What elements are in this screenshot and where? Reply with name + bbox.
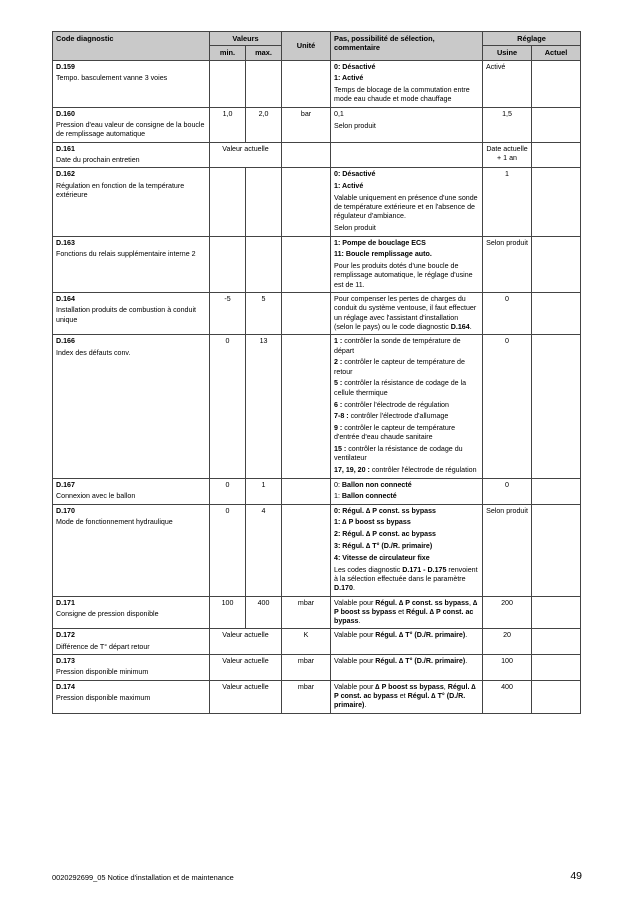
selection-option bbox=[334, 507, 479, 516]
option-text: Pour les produits dotés d'une boucle de remplissage automatique, le réglage d'usine est de 11. bbox=[334, 262, 473, 289]
option-text: . bbox=[358, 617, 361, 626]
factory-setting-cell: 0 bbox=[483, 335, 532, 478]
current-value-cell: Valeur actuelle bbox=[210, 680, 282, 713]
selection-cell bbox=[331, 504, 483, 596]
selection-option bbox=[334, 250, 479, 259]
code-cell bbox=[53, 168, 210, 236]
selection-option bbox=[334, 86, 479, 105]
header-usine: Usine bbox=[483, 46, 532, 60]
max-cell bbox=[246, 168, 282, 236]
table-row bbox=[53, 142, 581, 168]
table-row bbox=[53, 478, 581, 504]
current-setting-cell bbox=[532, 60, 581, 107]
option-text: 5 : bbox=[334, 379, 343, 388]
header-valeurs: Valeurs bbox=[210, 32, 282, 46]
option-text: Régul. ∆ T° (D./R. primaire) bbox=[334, 691, 466, 710]
option-text: 0: bbox=[334, 480, 342, 489]
option-text: Ballon connecté bbox=[341, 492, 397, 501]
option-text: Valable pour bbox=[334, 657, 376, 666]
selection-option bbox=[334, 492, 479, 501]
diagnostic-description: Pression disponible minimum bbox=[56, 668, 149, 677]
selection-option bbox=[334, 466, 479, 475]
unit-cell: mbar bbox=[282, 655, 331, 681]
table-header bbox=[53, 32, 581, 61]
option-text: 0,1 bbox=[334, 109, 344, 118]
option-text: contrôler la résistance de codage du ventilateur bbox=[334, 445, 463, 463]
current-setting-cell bbox=[532, 478, 581, 504]
option-text: Régul. ∆ P const. ac bypass bbox=[334, 682, 476, 700]
option-text: 1: Activé bbox=[334, 182, 364, 191]
option-text: 15 : bbox=[334, 445, 347, 454]
option-text: Valable pour bbox=[334, 598, 376, 607]
option-text: contrôler le capteur de température d'entrée d'eau chaude sanitaire bbox=[334, 424, 456, 442]
current-setting-cell bbox=[532, 655, 581, 681]
option-text: D.171 - D.175 bbox=[402, 565, 447, 574]
current-value-cell: Valeur actuelle bbox=[210, 142, 282, 168]
selection-option bbox=[334, 530, 479, 539]
header-max: max. bbox=[246, 46, 282, 60]
selection-option bbox=[334, 194, 479, 222]
code-cell bbox=[53, 504, 210, 596]
selection-option bbox=[334, 74, 479, 83]
selection-cell bbox=[331, 596, 483, 629]
current-setting-cell bbox=[532, 107, 581, 142]
option-text: D.170 bbox=[334, 584, 353, 593]
unit-cell: mbar bbox=[282, 680, 331, 713]
option-text: Pour compenser les pertes de charges du conduit du système ventouse, il faut effectuer un réglage avec l'assistant d'installation (selon le pays) ou le code diagnostic bbox=[334, 295, 477, 331]
option-text: 1: bbox=[334, 492, 342, 501]
diagnostic-code: D.170 bbox=[56, 506, 75, 515]
table-row bbox=[53, 504, 581, 596]
selection-cell bbox=[331, 236, 483, 292]
diagnostic-code: D.166 bbox=[56, 337, 75, 346]
diagnostic-description: Fonctions du relais supplémentaire interne 2 bbox=[56, 249, 196, 258]
option-text: Valable pour bbox=[334, 631, 376, 640]
max-cell: 2,0 bbox=[246, 107, 282, 142]
table-body bbox=[53, 60, 581, 713]
selection-option bbox=[334, 599, 479, 627]
diagnostic-code: D.163 bbox=[56, 238, 75, 247]
option-text: . bbox=[465, 631, 468, 640]
option-text: ∆ P boost ss bypass bbox=[375, 682, 444, 691]
selection-cell bbox=[331, 60, 483, 107]
option-text: Temps de blocage de la commutation entre mode eau chaude et mode chauffage bbox=[334, 86, 470, 104]
diagnostic-description: Consigne de pression disponible bbox=[56, 609, 159, 618]
selection-option bbox=[334, 683, 479, 711]
max-cell: 400 bbox=[246, 596, 282, 629]
option-text: 1: ∆ P boost ss bypass bbox=[334, 518, 411, 527]
page-number: 49 bbox=[570, 870, 582, 882]
selection-option bbox=[334, 379, 479, 398]
selection-cell bbox=[331, 168, 483, 236]
option-text: Selon produit bbox=[334, 121, 376, 130]
option-text: renvoient à la sélection effectuée dans le paramètre bbox=[334, 565, 478, 583]
option-text: . bbox=[352, 584, 355, 593]
selection-cell bbox=[331, 335, 483, 478]
selection-option bbox=[334, 122, 479, 131]
table-row bbox=[53, 168, 581, 236]
selection-option bbox=[334, 401, 479, 410]
option-text: , bbox=[469, 598, 473, 607]
option-text: 1: Activé bbox=[334, 74, 364, 83]
selection-option bbox=[334, 170, 479, 179]
code-cell bbox=[53, 293, 210, 335]
option-text: contrôler l'électrode d'allumage bbox=[348, 412, 449, 421]
min-cell bbox=[210, 60, 246, 107]
selection-cell bbox=[331, 655, 483, 681]
max-cell: 4 bbox=[246, 504, 282, 596]
selection-option bbox=[334, 358, 479, 377]
option-text: et bbox=[396, 607, 407, 616]
option-text: contrôler la sonde de température de départ bbox=[334, 337, 461, 355]
unit-cell: bar bbox=[282, 107, 331, 142]
selection-option bbox=[334, 631, 479, 640]
selection-option bbox=[334, 657, 479, 666]
selection-cell bbox=[331, 478, 483, 504]
option-text: , bbox=[443, 682, 448, 691]
diagnostic-code: D.162 bbox=[56, 170, 75, 179]
selection-option bbox=[334, 566, 479, 594]
unit-cell bbox=[282, 168, 331, 236]
selection-cell bbox=[331, 629, 483, 655]
diagnostic-code: D.172 bbox=[56, 631, 75, 640]
unit-cell bbox=[282, 142, 331, 168]
option-text: Régul. ∆ P const. ss bypass bbox=[375, 598, 469, 607]
option-text: 1: Pompe de bouclage ECS bbox=[334, 238, 426, 247]
option-text: ∆ P boost ss bypass bbox=[334, 598, 478, 616]
option-text: contrôler l'électrode de régulation bbox=[342, 400, 449, 409]
option-text: 3: Régul. ∆ T° (D./R. primaire) bbox=[334, 542, 433, 551]
option-text: . bbox=[364, 701, 367, 710]
factory-setting-cell: 20 bbox=[483, 629, 532, 655]
header-actuel: Actuel bbox=[532, 46, 581, 60]
current-setting-cell bbox=[532, 168, 581, 236]
min-cell: 100 bbox=[210, 596, 246, 629]
selection-option bbox=[334, 412, 479, 421]
header-reglage: Réglage bbox=[483, 32, 581, 46]
current-setting-cell bbox=[532, 680, 581, 713]
option-text: 2 : bbox=[334, 358, 343, 367]
diagnostic-description: Tempo. basculement vanne 3 voies bbox=[56, 73, 168, 82]
diagnostic-description: Pression disponible maximum bbox=[56, 693, 151, 702]
unit-cell bbox=[282, 504, 331, 596]
selection-option bbox=[334, 295, 479, 332]
factory-setting-cell: Selon produit bbox=[483, 236, 532, 292]
table-row bbox=[53, 629, 581, 655]
factory-setting-cell: Activé bbox=[483, 60, 532, 107]
selection-option bbox=[334, 424, 479, 443]
header-unite: Unité bbox=[282, 32, 331, 61]
selection-option bbox=[334, 518, 479, 527]
current-setting-cell bbox=[532, 504, 581, 596]
option-text: . bbox=[469, 322, 472, 331]
option-text: Régul. ∆ T° (D./R. primaire) bbox=[375, 631, 466, 640]
selection-cell bbox=[331, 680, 483, 713]
diagnostic-description: Différence de T° départ retour bbox=[56, 642, 150, 651]
selection-option bbox=[334, 63, 479, 72]
diagnostic-description: Index des défauts conv. bbox=[56, 348, 131, 357]
diagnostic-code: D.159 bbox=[56, 62, 75, 71]
max-cell: 13 bbox=[246, 335, 282, 478]
option-text: 0: Désactivé bbox=[334, 62, 376, 71]
table-row bbox=[53, 293, 581, 335]
selection-cell bbox=[331, 107, 483, 142]
option-text: 11: Boucle remplissage auto. bbox=[334, 250, 432, 259]
selection-option bbox=[334, 239, 479, 248]
option-text: 0: Désactivé bbox=[334, 170, 376, 179]
max-cell: 5 bbox=[246, 293, 282, 335]
selection-option bbox=[334, 110, 479, 119]
diagnostic-description: Pression d'eau valeur de consigne de la boucle de remplissage automatique bbox=[56, 121, 205, 139]
option-text: 7-8 : bbox=[334, 412, 349, 421]
factory-setting-cell: 100 bbox=[483, 655, 532, 681]
diagnostic-table bbox=[52, 31, 581, 714]
current-setting-cell bbox=[532, 293, 581, 335]
unit-cell bbox=[282, 335, 331, 478]
table-row bbox=[53, 236, 581, 292]
option-text: Ballon non connecté bbox=[341, 480, 412, 489]
diagnostic-code: D.174 bbox=[56, 682, 75, 691]
diagnostic-code: D.173 bbox=[56, 657, 75, 666]
current-setting-cell bbox=[532, 236, 581, 292]
selection-option bbox=[334, 542, 479, 551]
code-cell bbox=[53, 655, 210, 681]
code-cell bbox=[53, 680, 210, 713]
option-text: contrôler le capteur de température de retour bbox=[334, 358, 465, 376]
current-setting-cell bbox=[532, 596, 581, 629]
diagnostic-description: Connexion avec le ballon bbox=[56, 491, 136, 500]
max-cell bbox=[246, 236, 282, 292]
option-text: Régul. ∆ T° (D./R. primaire) bbox=[375, 657, 466, 666]
header-code: Code diagnostic bbox=[53, 32, 210, 61]
option-text: . bbox=[465, 657, 468, 666]
diagnostic-description: Mode de fonctionnement hydraulique bbox=[56, 517, 173, 526]
diagnostic-description: Installation produits de combustion à conduit unique bbox=[56, 306, 196, 324]
min-cell: -5 bbox=[210, 293, 246, 335]
selection-cell bbox=[331, 293, 483, 335]
min-cell: 0 bbox=[210, 504, 246, 596]
current-setting-cell bbox=[532, 629, 581, 655]
option-text: 17, 19, 20 : bbox=[334, 466, 370, 475]
option-text: D.164 bbox=[450, 322, 470, 331]
selection-option bbox=[334, 224, 479, 233]
option-text: 1 : bbox=[334, 337, 343, 346]
max-cell: 1 bbox=[246, 478, 282, 504]
option-text: et bbox=[397, 691, 408, 700]
code-cell bbox=[53, 629, 210, 655]
option-text: 6 : bbox=[334, 400, 343, 409]
code-cell bbox=[53, 142, 210, 168]
current-setting-cell bbox=[532, 142, 581, 168]
option-text: Régul. ∆ P const. ac bypass bbox=[334, 607, 474, 626]
min-cell bbox=[210, 168, 246, 236]
factory-setting-cell: 0 bbox=[483, 293, 532, 335]
selection-option bbox=[334, 481, 479, 490]
code-cell bbox=[53, 107, 210, 142]
option-text: contrôler la résistance de codage de la cellule thermique bbox=[334, 379, 467, 397]
unit-cell bbox=[282, 478, 331, 504]
unit-cell: mbar bbox=[282, 596, 331, 629]
diagnostic-code: D.167 bbox=[56, 480, 75, 489]
factory-setting-cell: 400 bbox=[483, 680, 532, 713]
current-value-cell: Valeur actuelle bbox=[210, 655, 282, 681]
table-row bbox=[53, 60, 581, 107]
factory-setting-cell: 1,5 bbox=[483, 107, 532, 142]
min-cell: 1,0 bbox=[210, 107, 246, 142]
unit-cell: K bbox=[282, 629, 331, 655]
unit-cell bbox=[282, 236, 331, 292]
current-value-cell: Valeur actuelle bbox=[210, 629, 282, 655]
code-cell bbox=[53, 596, 210, 629]
diagnostic-code: D.161 bbox=[56, 144, 75, 153]
selection-option bbox=[334, 337, 479, 356]
option-text: Valable uniquement en présence d'une sonde de température extérieure et en l'absence de régulateur d'ambiance. bbox=[334, 193, 478, 221]
selection-option bbox=[334, 445, 479, 464]
option-text: 2: Régul. ∆ P const. ac bypass bbox=[334, 530, 436, 539]
table-row bbox=[53, 596, 581, 629]
factory-setting-cell: 0 bbox=[483, 478, 532, 504]
header-min: min. bbox=[210, 46, 246, 60]
unit-cell bbox=[282, 293, 331, 335]
current-setting-cell bbox=[532, 335, 581, 478]
table-row bbox=[53, 680, 581, 713]
option-text: Selon produit bbox=[334, 224, 376, 233]
option-text: 4: Vitesse de circulateur fixe bbox=[334, 553, 430, 562]
option-text: 9 : bbox=[334, 424, 343, 433]
table-row bbox=[53, 655, 581, 681]
factory-setting-cell: Date actuelle + 1 an bbox=[483, 142, 532, 168]
header-selection: Pas, possibilité de sélection, commentaire bbox=[331, 32, 483, 61]
diagnostic-code: D.160 bbox=[56, 109, 75, 118]
code-cell bbox=[53, 478, 210, 504]
max-cell bbox=[246, 60, 282, 107]
option-text: 0: Régul. ∆ P const. ss bypass bbox=[334, 506, 436, 515]
option-text: Les codes diagnostic bbox=[334, 565, 403, 574]
factory-setting-cell: Selon produit bbox=[483, 504, 532, 596]
option-text: Valable pour bbox=[334, 682, 376, 691]
diagnostic-description: Date du prochain entretien bbox=[56, 155, 140, 164]
diagnostic-code: D.171 bbox=[56, 598, 75, 607]
selection-cell bbox=[331, 142, 483, 168]
unit-cell bbox=[282, 60, 331, 107]
code-cell bbox=[53, 60, 210, 107]
option-text: contrôler l'électrode de régulation bbox=[369, 466, 477, 475]
min-cell: 0 bbox=[210, 478, 246, 504]
diagnostic-description: Régulation en fonction de la température extérieure bbox=[56, 181, 185, 199]
factory-setting-cell: 1 bbox=[483, 168, 532, 236]
min-cell bbox=[210, 236, 246, 292]
footer-document-ref: 0020292699_05 Notice d'installation et de maintenance bbox=[52, 873, 234, 882]
diagnostic-code: D.164 bbox=[56, 295, 75, 304]
min-cell: 0 bbox=[210, 335, 246, 478]
selection-option bbox=[334, 182, 479, 191]
selection-option bbox=[334, 262, 479, 290]
selection-option bbox=[334, 554, 479, 563]
factory-setting-cell: 200 bbox=[483, 596, 532, 629]
code-cell bbox=[53, 335, 210, 478]
table-row bbox=[53, 107, 581, 142]
code-cell bbox=[53, 236, 210, 292]
table-row bbox=[53, 335, 581, 478]
